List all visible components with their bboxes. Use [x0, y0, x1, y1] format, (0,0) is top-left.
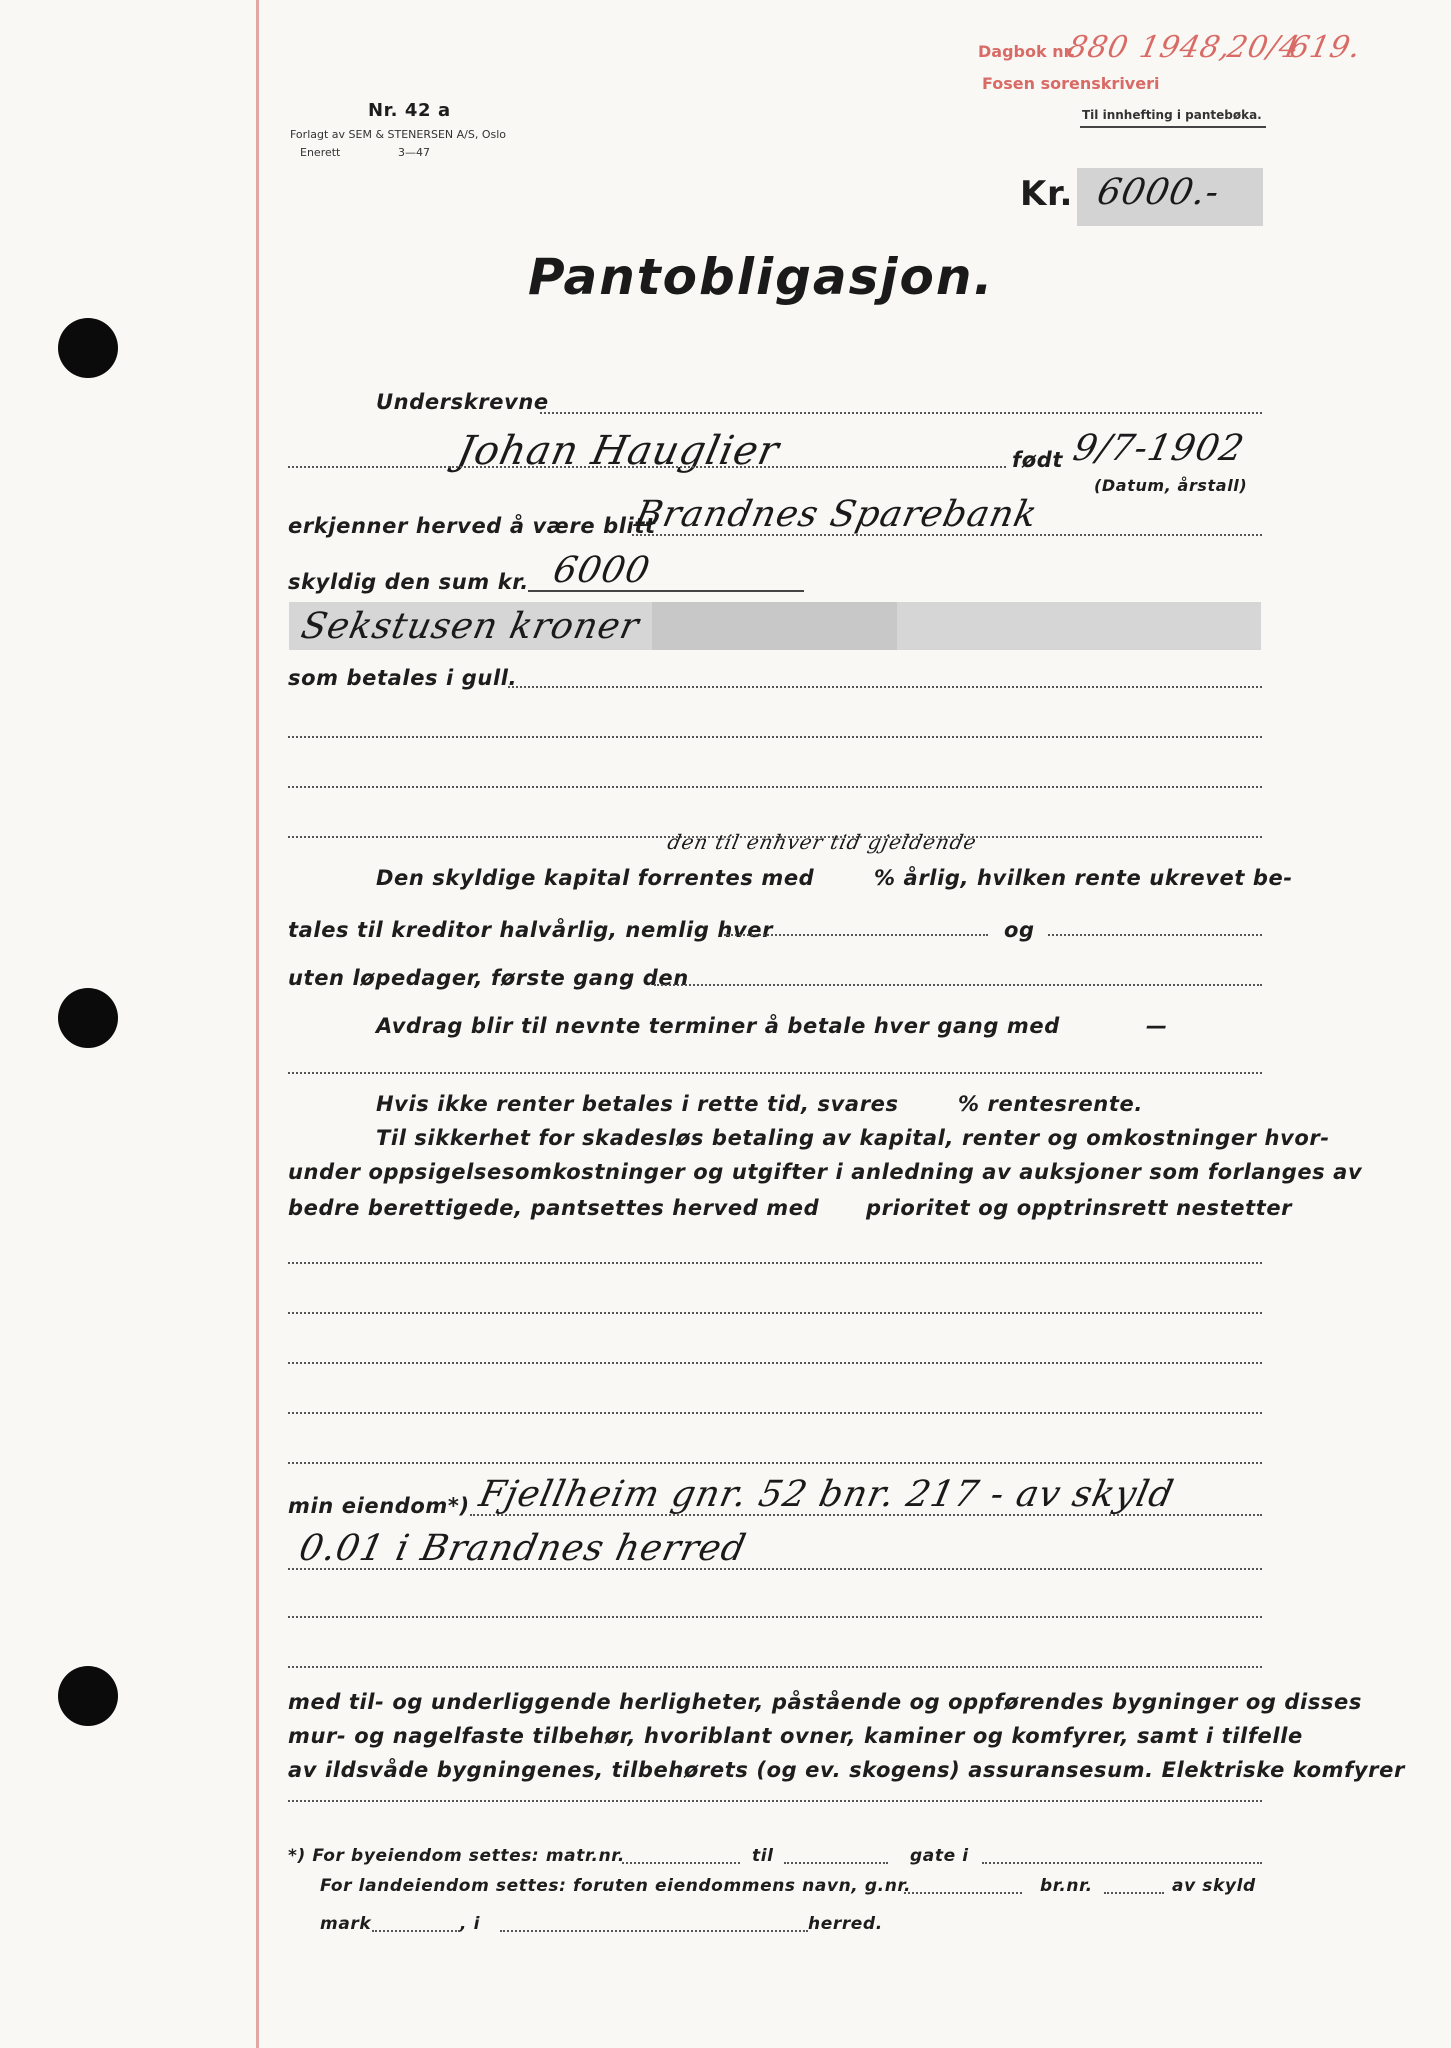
dotted-line: [540, 412, 1262, 414]
appurtenances-line2: mur- og nagelfaste tilbehør, hvoriblant ovner, kaminer og komfyrer, samt i tilfelle: [288, 1724, 1303, 1748]
dotted-line: [288, 736, 1262, 738]
dotted-line: [288, 1462, 1262, 1464]
footnote-line2b: br.nr.: [1040, 1876, 1093, 1896]
dotted-line: [288, 1312, 1262, 1314]
dotted-line: [1104, 1892, 1164, 1894]
footnote-line1a: *) For byeiendom settes: matr.nr.: [288, 1846, 625, 1866]
stamp-date: 20/4: [1224, 30, 1304, 65]
dotted-line: [288, 1666, 1262, 1668]
footnote-line3c: herred.: [808, 1914, 883, 1934]
dotted-line: [470, 1514, 1262, 1516]
undersigned-label: Underskrevne: [376, 390, 549, 414]
to-book-underline: [1080, 126, 1266, 128]
dotted-line: [288, 786, 1262, 788]
sum-words-band-dark: [652, 602, 897, 650]
footnote-line1c: gate i: [910, 1846, 969, 1866]
footnote-line1b: til: [752, 1846, 774, 1866]
stamp-dagbok-value: 880: [1064, 30, 1132, 65]
interest-line5b: % rentesrente.: [958, 1092, 1143, 1116]
stamp-office: Fosen sorenskriveri: [982, 74, 1160, 93]
punch-hole-bottom: [58, 1666, 118, 1726]
stamp-dagbok-label: Dagbok nr.: [978, 42, 1076, 61]
security-line1: Til sikkerhet for skadesløs betaling av kapital, renter og omkostninger hvor-: [376, 1126, 1330, 1150]
amount-label: Kr.: [1020, 174, 1073, 214]
form-number: Nr. 42 a: [368, 100, 451, 121]
security-line3a: bedre berettigede, pantsettes herved med: [288, 1196, 820, 1220]
born-label: født: [1012, 448, 1064, 472]
dotted-line: [632, 534, 1262, 536]
document-title: Pantobligasjon.: [528, 248, 995, 306]
property-label: min eiendom*): [288, 1494, 470, 1518]
footnote-line3b: , i: [460, 1914, 481, 1934]
property-value-line1: Fjellheim gnr. 52 bnr. 217 - av skyld: [475, 1474, 1178, 1515]
stamp-year: 1948,: [1136, 30, 1235, 65]
dotted-line: [288, 1800, 1262, 1802]
owes-label: erkjenner herved å være blitt: [288, 514, 656, 538]
security-line2: under oppsigelsesomkostninger og utgifter i anledning av auksjoner som forlanges av: [288, 1160, 1363, 1184]
publisher-date: 3—47: [398, 146, 430, 159]
interest-line1a: Den skyldige kapital forrentes med: [376, 866, 815, 890]
interest-line4-dash: —: [1146, 1014, 1168, 1038]
property-value-line2: 0.01 i Brandnes herred: [295, 1528, 750, 1569]
footnote-line2a: For landeiendom settes: foruten eiendommens navn, g.nr.: [320, 1876, 912, 1896]
sum-underline: [528, 590, 804, 592]
interest-line4: Avdrag blir til nevnte terminer å betale hver gang med: [376, 1014, 1060, 1038]
dotted-line: [288, 466, 1006, 468]
interest-line3: uten løpedager, første gang den: [288, 966, 689, 990]
footnote-line2c: av skyld: [1172, 1876, 1256, 1896]
interest-note: den til enhver tid gjeldende: [665, 830, 980, 854]
name-value: Johan Hauglier: [453, 428, 784, 474]
appurtenances-line1: med til- og underliggende herligheter, påstående og oppførendes bygninger og disses: [288, 1690, 1362, 1714]
date-hint: (Datum, årstall): [1094, 476, 1248, 495]
sum-value: 6000: [549, 550, 654, 591]
publisher-line: Forlagt av SEM & STENERSEN A/S, Oslo: [290, 128, 507, 141]
punch-hole-top: [58, 318, 118, 378]
appurtenances-line3: av ildsvåde bygningenes, tilbehørets (og ev. skogens) assuransesum. Elektriske komfyrer: [288, 1758, 1405, 1782]
publisher-enerett: Enerett: [300, 146, 341, 159]
dotted-line: [288, 1072, 1262, 1074]
dotted-line: [1048, 934, 1262, 936]
dotted-line: [288, 1362, 1262, 1364]
dotted-line: [288, 1568, 1262, 1570]
dotted-line: [508, 686, 1262, 688]
interest-line5a: Hvis ikke renter betales i rette tid, svares: [376, 1092, 899, 1116]
footnote-line3a: mark: [320, 1914, 372, 1934]
stamp-folio: 619.: [1286, 30, 1365, 65]
interest-line2b: og: [1004, 918, 1035, 942]
dotted-line: [372, 1930, 460, 1932]
dotted-line: [622, 1862, 740, 1864]
dotted-line: [654, 984, 1262, 986]
interest-line1b: % årlig, hvilken rente ukrevet be-: [874, 866, 1293, 890]
interest-line2a: tales til kreditor halvårlig, nemlig hver: [288, 918, 774, 942]
amount-value: 6000.-: [1093, 172, 1224, 213]
dotted-line: [724, 934, 988, 936]
dotted-line: [784, 1862, 888, 1864]
margin-rule: [256, 0, 259, 2048]
sum-words-value: Sekstusen kroner: [297, 606, 644, 647]
dotted-line: [500, 1930, 808, 1932]
dotted-line: [904, 1892, 1022, 1894]
dotted-line: [288, 1412, 1262, 1414]
to-book-note: Til innhefting i pantebøka.: [1082, 108, 1262, 122]
security-line3b: prioritet og opptrinsrett nestetter: [866, 1196, 1293, 1220]
creditor-value: Brandnes Sparebank: [631, 494, 1042, 535]
dotted-line: [288, 1616, 1262, 1618]
dotted-line: [982, 1862, 1262, 1864]
born-value: 9/7-1902: [1069, 428, 1249, 469]
sum-label: skyldig den sum kr.: [288, 570, 529, 594]
gold-label: som betales i gull.: [288, 666, 518, 690]
punch-hole-middle: [58, 988, 118, 1048]
dotted-line: [288, 1262, 1262, 1264]
